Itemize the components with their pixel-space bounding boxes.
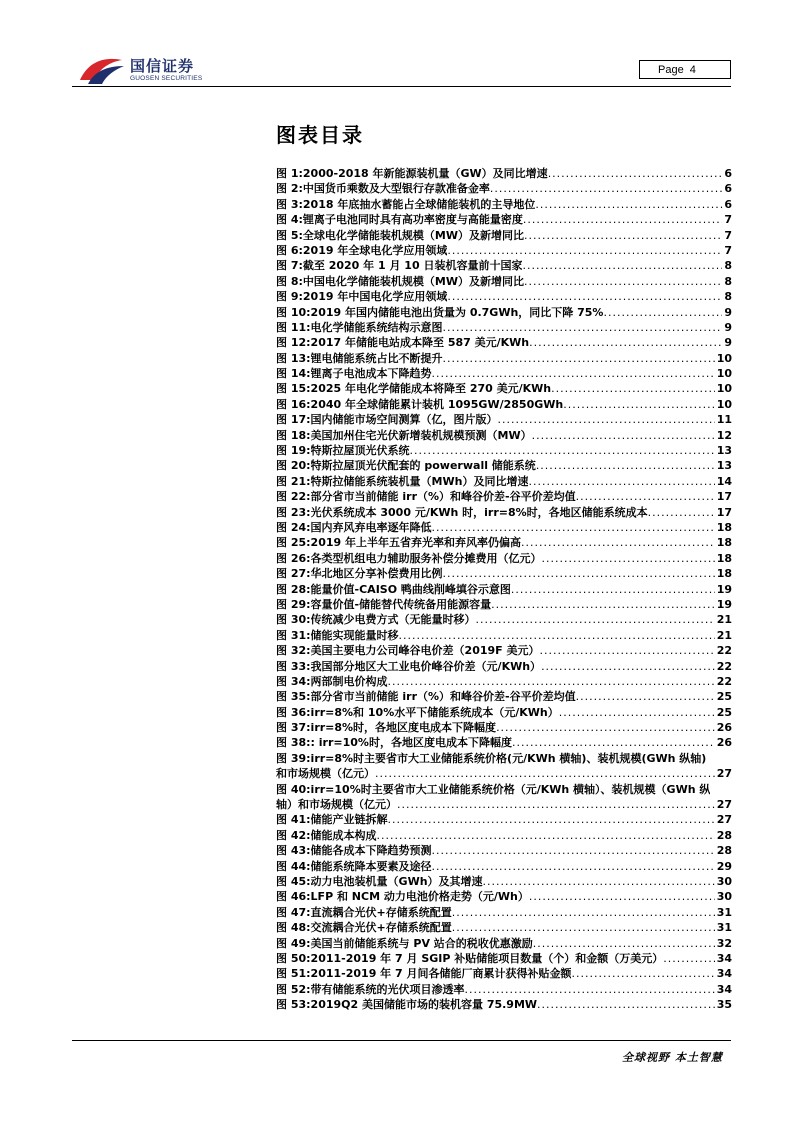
toc-entry-text: 部分省市当前储能 irr（%）和峰谷价差-谷平价差均值 xyxy=(310,690,576,704)
toc-entry-text: 2000-2018 年新能源装机量（GW）及同比增速 xyxy=(302,167,548,180)
toc-entry[interactable] xyxy=(276,612,732,627)
toc-leader-dots xyxy=(535,197,722,212)
toc-entry-label: 图 32: xyxy=(276,644,311,658)
toc-entry-label: 图 35: xyxy=(276,690,311,704)
toc-entry-text: 特斯拉储能系统装机量（MWh）及同比增速 xyxy=(310,474,529,488)
toc-leader-dots xyxy=(523,212,722,227)
toc-entry-page: 31 xyxy=(716,905,732,919)
toc-leader-dots xyxy=(540,643,715,658)
toc-entry-label: 图 28: xyxy=(276,582,311,596)
toc-entry-page: 18 xyxy=(716,567,732,581)
guosen-logo-mark-icon xyxy=(78,54,126,86)
toc-leader-dots xyxy=(559,705,715,720)
toc-leader-dots xyxy=(491,597,715,612)
toc-entry-label: 图 16: xyxy=(276,397,311,411)
toc-entry-page: 7 xyxy=(724,228,732,242)
toc-entry[interactable] xyxy=(276,782,732,797)
toc-entry-page: 28 xyxy=(716,828,732,842)
toc-entry-text: 锂离子电池成本下降趋势 xyxy=(310,367,432,381)
toc-entry[interactable] xyxy=(276,505,732,520)
toc-entry-label: 图 13: xyxy=(276,351,311,365)
toc-entry-page: 26 xyxy=(716,721,732,735)
toc-entry-text: 国内储能市场空间测算（亿，图片版） xyxy=(310,413,498,427)
toc-leader-dots xyxy=(511,582,715,597)
toc-entry[interactable] xyxy=(276,305,732,320)
toc-entry-text: 国内弃风弃电率逐年降低 xyxy=(310,520,432,534)
toc-entry-text: 2017 年储能电站成本降至 587 美元/KWh xyxy=(310,336,530,350)
toc-entry-text: 截至 2020 年 1 月 10 日装机容量前十国家 xyxy=(302,259,523,273)
toc-entry-page: 10 xyxy=(716,351,732,365)
header-divider xyxy=(72,86,731,87)
toc-entry[interactable] xyxy=(276,966,732,981)
toc-entry-label: 图 26: xyxy=(276,551,311,565)
toc-entry-page: 26 xyxy=(716,736,732,750)
toc-entry-label: 图 20: xyxy=(276,459,311,473)
toc-leader-dots xyxy=(512,735,715,750)
toc-entry-page: 22 xyxy=(716,674,732,688)
toc-entry-page: 22 xyxy=(716,659,732,673)
toc-entry-text: 锂离子电池同时具有高功率密度与高能量密度 xyxy=(302,213,523,227)
footer-slogan: 全球视野 本土智慧 xyxy=(622,1051,723,1064)
toc-leader-dots xyxy=(452,920,715,935)
toc-entry[interactable] xyxy=(276,843,732,858)
toc-entry-label: 图 33: xyxy=(276,659,311,673)
toc-leader-dots xyxy=(432,366,715,381)
toc-leader-dots xyxy=(388,812,715,827)
toc-entry-label: 图 3: xyxy=(276,197,303,211)
toc-entry-text: 电化学储能系统结构示意图 xyxy=(310,320,443,334)
toc-entry-label: 图 40: xyxy=(276,782,311,796)
toc-entry-label: 图 29: xyxy=(276,597,311,611)
toc-entry-page: 27 xyxy=(716,767,732,781)
logo-chinese-name: 国信证券 xyxy=(130,57,195,75)
toc-entry-page: 8 xyxy=(724,290,732,304)
toc-entry-text: 美国加州住宅光伏新增装机规模预测（MW） xyxy=(310,428,532,442)
toc-entry-text: 交流耦合光伏+存储系统配置 xyxy=(310,921,452,935)
toc-leader-dots xyxy=(397,797,715,812)
guosen-logo xyxy=(78,52,218,88)
toc-entry-page: 21 xyxy=(716,613,732,627)
toc-entry-text: irr=8%和 10%水平下储能系统成本（元/KWh） xyxy=(310,705,559,719)
toc-entry[interactable] xyxy=(276,597,732,612)
toc-entry[interactable] xyxy=(276,751,732,766)
toc-entry-text: 2018 年底抽水蓄能占全球储能装机的主导地位 xyxy=(302,197,536,211)
toc-entry-label: 图 30: xyxy=(276,613,311,627)
toc-entry[interactable] xyxy=(276,551,732,566)
toc-entry[interactable] xyxy=(276,166,732,181)
toc-entry-label: 图 10: xyxy=(276,305,311,319)
toc-entry-label: 图 37: xyxy=(276,721,311,735)
toc-leader-dots xyxy=(576,689,715,704)
toc-entry-page: 10 xyxy=(716,397,732,411)
toc-leader-dots xyxy=(496,720,715,735)
toc-leader-dots xyxy=(663,951,714,966)
toc-leader-dots xyxy=(563,397,714,412)
toc-entry[interactable] xyxy=(276,181,732,196)
toc-entry-text: : irr=10%时，各地区度电成本下降幅度 xyxy=(310,736,512,750)
toc-entry-text: 能量价值-CAISO 鸭曲线削峰填谷示意图 xyxy=(310,582,511,596)
toc-entry-page: 35 xyxy=(716,998,732,1012)
toc-entry-text: 2019 年中国电化学应用领域 xyxy=(302,290,448,304)
toc-entry-text: 2019Q2 美国储能市场的装机容量 75.9MW xyxy=(310,998,538,1012)
toc-entry-page: 14 xyxy=(716,474,732,488)
toc-entry-text: 储能产业链拆解 xyxy=(310,813,388,827)
toc-entry[interactable] xyxy=(276,520,732,535)
toc-entry-text: 2019 年全球电化学应用领域 xyxy=(302,243,448,257)
toc-entry-label: 图 9: xyxy=(276,290,303,304)
toc-entry-text-continued: 和市场规模（亿元） xyxy=(276,767,375,781)
toc-leader-dots xyxy=(541,659,715,674)
toc-entry-label: 图 2: xyxy=(276,182,303,196)
footer-divider xyxy=(72,1040,731,1041)
toc-entry[interactable] xyxy=(276,274,732,289)
toc-leader-dots xyxy=(377,828,715,843)
toc-entry-page: 28 xyxy=(716,844,732,858)
toc-entry[interactable] xyxy=(276,628,732,643)
toc-entry-text: 储能各成本下降趋势预测 xyxy=(310,844,432,858)
toc-entry-text: 2011-2019 年 7 月 SGIP 补贴储能项目数量（个）和金额（万美元） xyxy=(310,951,664,965)
toc-entry-page: 34 xyxy=(716,967,732,981)
toc-leader-dots xyxy=(483,874,715,889)
toc-entry[interactable] xyxy=(276,351,732,366)
logo-english-name: GUOSEN SECURITIES xyxy=(130,75,203,82)
toc-entry-label: 图 36: xyxy=(276,705,311,719)
toc-entry-page: 30 xyxy=(716,890,732,904)
toc-entry-text: 光伏系统成本 3000 元/KWh 时，irr=8%时，各地区储能系统成本 xyxy=(310,505,648,519)
toc-leader-dots xyxy=(542,551,715,566)
toc-leader-dots xyxy=(410,443,715,458)
toc-entry-label: 图 34: xyxy=(276,674,311,688)
toc-leader-dots xyxy=(528,474,714,489)
toc-entry[interactable] xyxy=(276,920,732,935)
toc-entry[interactable] xyxy=(276,720,732,735)
toc-entry-label: 图 19: xyxy=(276,444,311,458)
toc-entry-text: 容量价值-储能替代传统备用能源容量 xyxy=(310,597,492,611)
toc-entry[interactable] xyxy=(276,951,732,966)
toc-leader-dots xyxy=(452,905,715,920)
toc-entry[interactable] xyxy=(276,212,732,227)
toc-leader-dots xyxy=(375,766,715,781)
toc-leader-dots xyxy=(476,612,715,627)
toc-entry-page: 6 xyxy=(724,197,732,211)
toc-entry-page: 21 xyxy=(716,628,732,642)
toc-leader-dots xyxy=(399,628,715,643)
toc-entry-label: 图 24: xyxy=(276,520,311,534)
toc-entry-label: 图 7: xyxy=(276,259,303,273)
toc-leader-dots xyxy=(522,258,722,273)
toc-entry-text: 储能成本构成 xyxy=(310,828,377,842)
toc-entry[interactable] xyxy=(276,458,732,473)
toc-entry[interactable] xyxy=(276,997,732,1012)
toc-entry-text: irr=8%时，各地区度电成本下降幅度 xyxy=(310,721,497,735)
toc-entry-label: 图 12: xyxy=(276,336,311,350)
toc-entry-label: 图 38: xyxy=(276,736,311,750)
toc-entry-label: 图 1: xyxy=(276,167,303,180)
toc-entry-label: 图 48: xyxy=(276,921,311,935)
toc-entry-page: 25 xyxy=(716,705,732,719)
toc-entry[interactable] xyxy=(276,335,732,350)
toc-entry-page: 34 xyxy=(716,982,732,996)
toc-entry[interactable] xyxy=(276,412,732,427)
toc-leader-dots xyxy=(388,674,715,689)
toc-leader-dots xyxy=(521,535,715,550)
toc-entry-text: 直流耦合光伏+存储系统配置 xyxy=(310,905,452,919)
toc-entry-text: 美国当前储能系统与 PV 站合的税收优惠激励 xyxy=(310,936,533,950)
toc-entry-text: 特斯拉屋顶光伏系统 xyxy=(310,444,410,458)
toc-entry[interactable] xyxy=(276,228,732,243)
toc-entry-text: 特斯拉屋顶光伏配套的 powerwall 储能系统 xyxy=(310,459,536,473)
toc-entry-page: 22 xyxy=(716,644,732,658)
toc-leader-dots xyxy=(443,566,715,581)
toc-entry[interactable] xyxy=(276,474,732,489)
toc-entry-page: 6 xyxy=(724,182,732,196)
toc-entry-page: 10 xyxy=(716,367,732,381)
toc-leader-dots xyxy=(529,889,715,904)
toc-entry-text: 储能实现能量时移 xyxy=(310,628,399,642)
toc-entry-text: 2025 年电化学储能成本将降至 270 美元/KWh xyxy=(310,382,552,396)
toc-entry-text: 2011-2019 年 7 月间各储能厂商累计获得补贴金额 xyxy=(310,967,572,981)
toc-entry-page: 6 xyxy=(724,167,732,180)
toc-leader-dots xyxy=(490,181,722,196)
toc-entry[interactable] xyxy=(276,874,732,889)
toc-entry-label: 图 14: xyxy=(276,367,311,381)
page-title: 图表目录 xyxy=(276,123,364,147)
toc-leader-dots xyxy=(548,166,723,181)
toc-entry-page: 34 xyxy=(716,951,732,965)
toc-entry-text: 我国部分地区大工业电价峰谷价差（元/KWh） xyxy=(310,659,542,673)
toc-entry-page: 17 xyxy=(716,490,732,504)
toc-entry[interactable] xyxy=(276,982,732,997)
toc-entry-label: 图 6: xyxy=(276,243,303,257)
toc-entry-label: 图 17: xyxy=(276,413,311,427)
toc-leader-dots xyxy=(443,351,715,366)
toc-entry-page: 18 xyxy=(716,520,732,534)
toc-leader-dots xyxy=(432,859,715,874)
toc-entry[interactable] xyxy=(276,674,732,689)
toc-entry-text: 2019 年国内储能电池出货量为 0.7GWh，同比下降 75% xyxy=(310,305,604,319)
page-number-box xyxy=(639,60,731,79)
toc-leader-dots xyxy=(524,274,722,289)
toc-entry[interactable] xyxy=(276,197,732,212)
toc-entry-label: 图 44: xyxy=(276,859,311,873)
toc-entry-label: 图 23: xyxy=(276,505,311,519)
toc-entry-text: 储能系统降本要素及途径 xyxy=(310,859,432,873)
toc-entry[interactable] xyxy=(276,659,732,674)
toc-entry[interactable] xyxy=(276,643,732,658)
toc-entry-page: 18 xyxy=(716,536,732,550)
toc-entry-label: 图 27: xyxy=(276,567,311,581)
toc-entry-text: 动力电池装机量（GWh）及其增速 xyxy=(310,874,483,888)
toc-entry-label: 图 52: xyxy=(276,982,311,996)
toc-entry-text: irr=8%时主要省市大工业储能系统价格(元/KWh 横轴)、装机规模(GWh 纵轴) xyxy=(310,751,707,765)
toc-entry[interactable] xyxy=(276,243,732,258)
toc-entry-label: 图 22: xyxy=(276,490,311,504)
toc-entry-label: 图 18: xyxy=(276,428,311,442)
toc-entry[interactable] xyxy=(276,859,732,874)
toc-entry-page: 8 xyxy=(724,274,732,288)
toc-leader-dots xyxy=(551,381,715,396)
toc-entry[interactable] xyxy=(276,428,732,443)
toc-leader-dots xyxy=(465,982,715,997)
toc-entry-text: irr=10%时主要省市大工业储能系统价格（元/KWh 横轴）、装机规模（GWh 纵 xyxy=(310,782,711,796)
toc-entry-text: 带有储能系统的光伏项目渗透率 xyxy=(310,982,465,996)
toc-entry-page: 7 xyxy=(724,243,732,257)
toc-entry-label: 图 50: xyxy=(276,951,311,965)
toc-entry[interactable] xyxy=(276,320,732,335)
toc-entry-text: 部分省市当前储能 irr（%）和峰谷价差-谷平价差均值 xyxy=(310,490,576,504)
toc-leader-dots xyxy=(537,997,715,1012)
toc-entry[interactable] xyxy=(276,289,732,304)
toc-leader-dots xyxy=(447,289,722,304)
toc-entry-label: 图 21: xyxy=(276,474,311,488)
toc-entry-page: 7 xyxy=(724,213,732,227)
toc-entry[interactable] xyxy=(276,812,732,827)
toc-entry[interactable] xyxy=(276,689,732,704)
toc-entry[interactable] xyxy=(276,889,732,904)
toc-entry-text-continued: 轴）和市场规模（亿元） xyxy=(276,798,397,812)
toc-entry-page: 10 xyxy=(716,382,732,396)
toc-entry-page: 25 xyxy=(716,690,732,704)
toc-entry[interactable] xyxy=(276,381,732,396)
toc-entry-text: 中国货币乘数及大型银行存款准备金率 xyxy=(302,182,490,196)
toc-leader-dots xyxy=(536,458,715,473)
toc-entry-page: 13 xyxy=(716,444,732,458)
toc-entry-label: 图 8: xyxy=(276,274,303,288)
toc-entry-text: 锂电储能系统占比不断提升 xyxy=(310,351,443,365)
toc-entry-page: 13 xyxy=(716,459,732,473)
toc-entry[interactable] xyxy=(276,705,732,720)
toc-entry-label: 图 31: xyxy=(276,628,311,642)
toc-entry-text: 两部制电价构成 xyxy=(310,674,388,688)
toc-entry-page: 27 xyxy=(716,813,732,827)
toc-entry-page: 9 xyxy=(724,320,732,334)
toc-entry[interactable] xyxy=(276,489,732,504)
toc-entry-label: 图 49: xyxy=(276,936,311,950)
toc-entry-page: 19 xyxy=(716,597,732,611)
toc-entry-text: 中国电化学储能装机规模（MW）及新增同比 xyxy=(302,274,524,288)
toc-entry-label: 图 11: xyxy=(276,320,311,334)
toc-entry-label: 图 4: xyxy=(276,213,303,227)
toc-entry-page: 9 xyxy=(724,305,732,319)
toc-entry-label: 图 5: xyxy=(276,228,303,242)
toc-entry[interactable] xyxy=(276,936,732,951)
toc-entry-label: 图 47: xyxy=(276,905,311,919)
toc-entry-text: 2040 年全球储能累计装机 1095GW/2850GWh xyxy=(310,397,564,411)
page-number: 4 xyxy=(689,64,696,76)
toc-leader-dots xyxy=(603,305,722,320)
toc-entry-label: 图 46: xyxy=(276,890,311,904)
toc-entry-label: 图 43: xyxy=(276,844,311,858)
toc-entry-text: LFP 和 NCM 动力电池价格走势（元/Wh） xyxy=(310,890,529,904)
toc-entry-page: 8 xyxy=(724,259,732,273)
toc-entry-label: 图 39: xyxy=(276,751,311,765)
toc-entry[interactable] xyxy=(276,566,732,581)
toc-leader-dots xyxy=(524,228,722,243)
toc-entry-page: 29 xyxy=(716,859,732,873)
toc-entry-label: 图 42: xyxy=(276,828,311,842)
toc-entry-text: 华北地区分享补偿费用比例 xyxy=(310,567,443,581)
toc-entry-text: 全球电化学储能装机规模（MW）及新增同比 xyxy=(302,228,524,242)
toc-entry-page: 9 xyxy=(724,336,732,350)
toc-entry-label: 图 25: xyxy=(276,536,311,550)
toc-entry-page: 31 xyxy=(716,921,732,935)
toc-leader-dots xyxy=(532,428,715,443)
toc-leader-dots xyxy=(533,936,715,951)
toc-entry[interactable] xyxy=(276,905,732,920)
toc-entry-page: 32 xyxy=(716,936,732,950)
toc-leader-dots xyxy=(432,843,715,858)
toc-leader-dots xyxy=(529,335,722,350)
toc-leader-dots xyxy=(648,505,715,520)
toc-leader-dots xyxy=(576,489,715,504)
toc-entry-label: 图 53: xyxy=(276,998,311,1012)
toc-leader-dots xyxy=(498,412,715,427)
toc-entry-continuation[interactable] xyxy=(276,797,732,812)
toc-entry-text: 2019 年上半年五省弃光率和弃风率仍偏高 xyxy=(310,536,521,550)
toc-entry-label: 图 15: xyxy=(276,382,311,396)
toc-entry-page: 17 xyxy=(716,505,732,519)
toc-entry[interactable] xyxy=(276,735,732,750)
toc-entry-label: 图 41: xyxy=(276,813,311,827)
toc-entry-page: 11 xyxy=(716,413,732,427)
toc-entry[interactable] xyxy=(276,535,732,550)
figure-list xyxy=(276,166,732,1012)
toc-entry-page: 12 xyxy=(716,428,732,442)
toc-leader-dots xyxy=(432,520,715,535)
toc-leader-dots xyxy=(443,320,723,335)
toc-entry-continuation[interactable] xyxy=(276,766,732,781)
toc-entry-label: 图 51: xyxy=(276,967,311,981)
toc-entry-label: 图 45: xyxy=(276,874,311,888)
toc-entry-page: 30 xyxy=(716,874,732,888)
toc-entry[interactable] xyxy=(276,582,732,597)
toc-entry[interactable] xyxy=(276,828,732,843)
toc-entry[interactable] xyxy=(276,443,732,458)
toc-leader-dots xyxy=(571,966,714,981)
toc-entry[interactable] xyxy=(276,366,732,381)
toc-entry-page: 19 xyxy=(716,582,732,596)
toc-entry-text: 各类型机组电力辅助服务补偿分摊费用（亿元） xyxy=(310,551,542,565)
toc-entry[interactable] xyxy=(276,397,732,412)
toc-entry-page: 27 xyxy=(716,798,732,812)
toc-entry[interactable] xyxy=(276,258,732,273)
toc-entry-text: 传统减少电费方式（无能量时移） xyxy=(310,613,476,627)
toc-entry-page: 18 xyxy=(716,551,732,565)
page-header xyxy=(0,0,793,100)
page-label: Page xyxy=(658,64,684,76)
toc-entry-text: 美国主要电力公司峰谷电价差（2019F 美元） xyxy=(310,644,540,658)
toc-leader-dots xyxy=(447,243,722,258)
